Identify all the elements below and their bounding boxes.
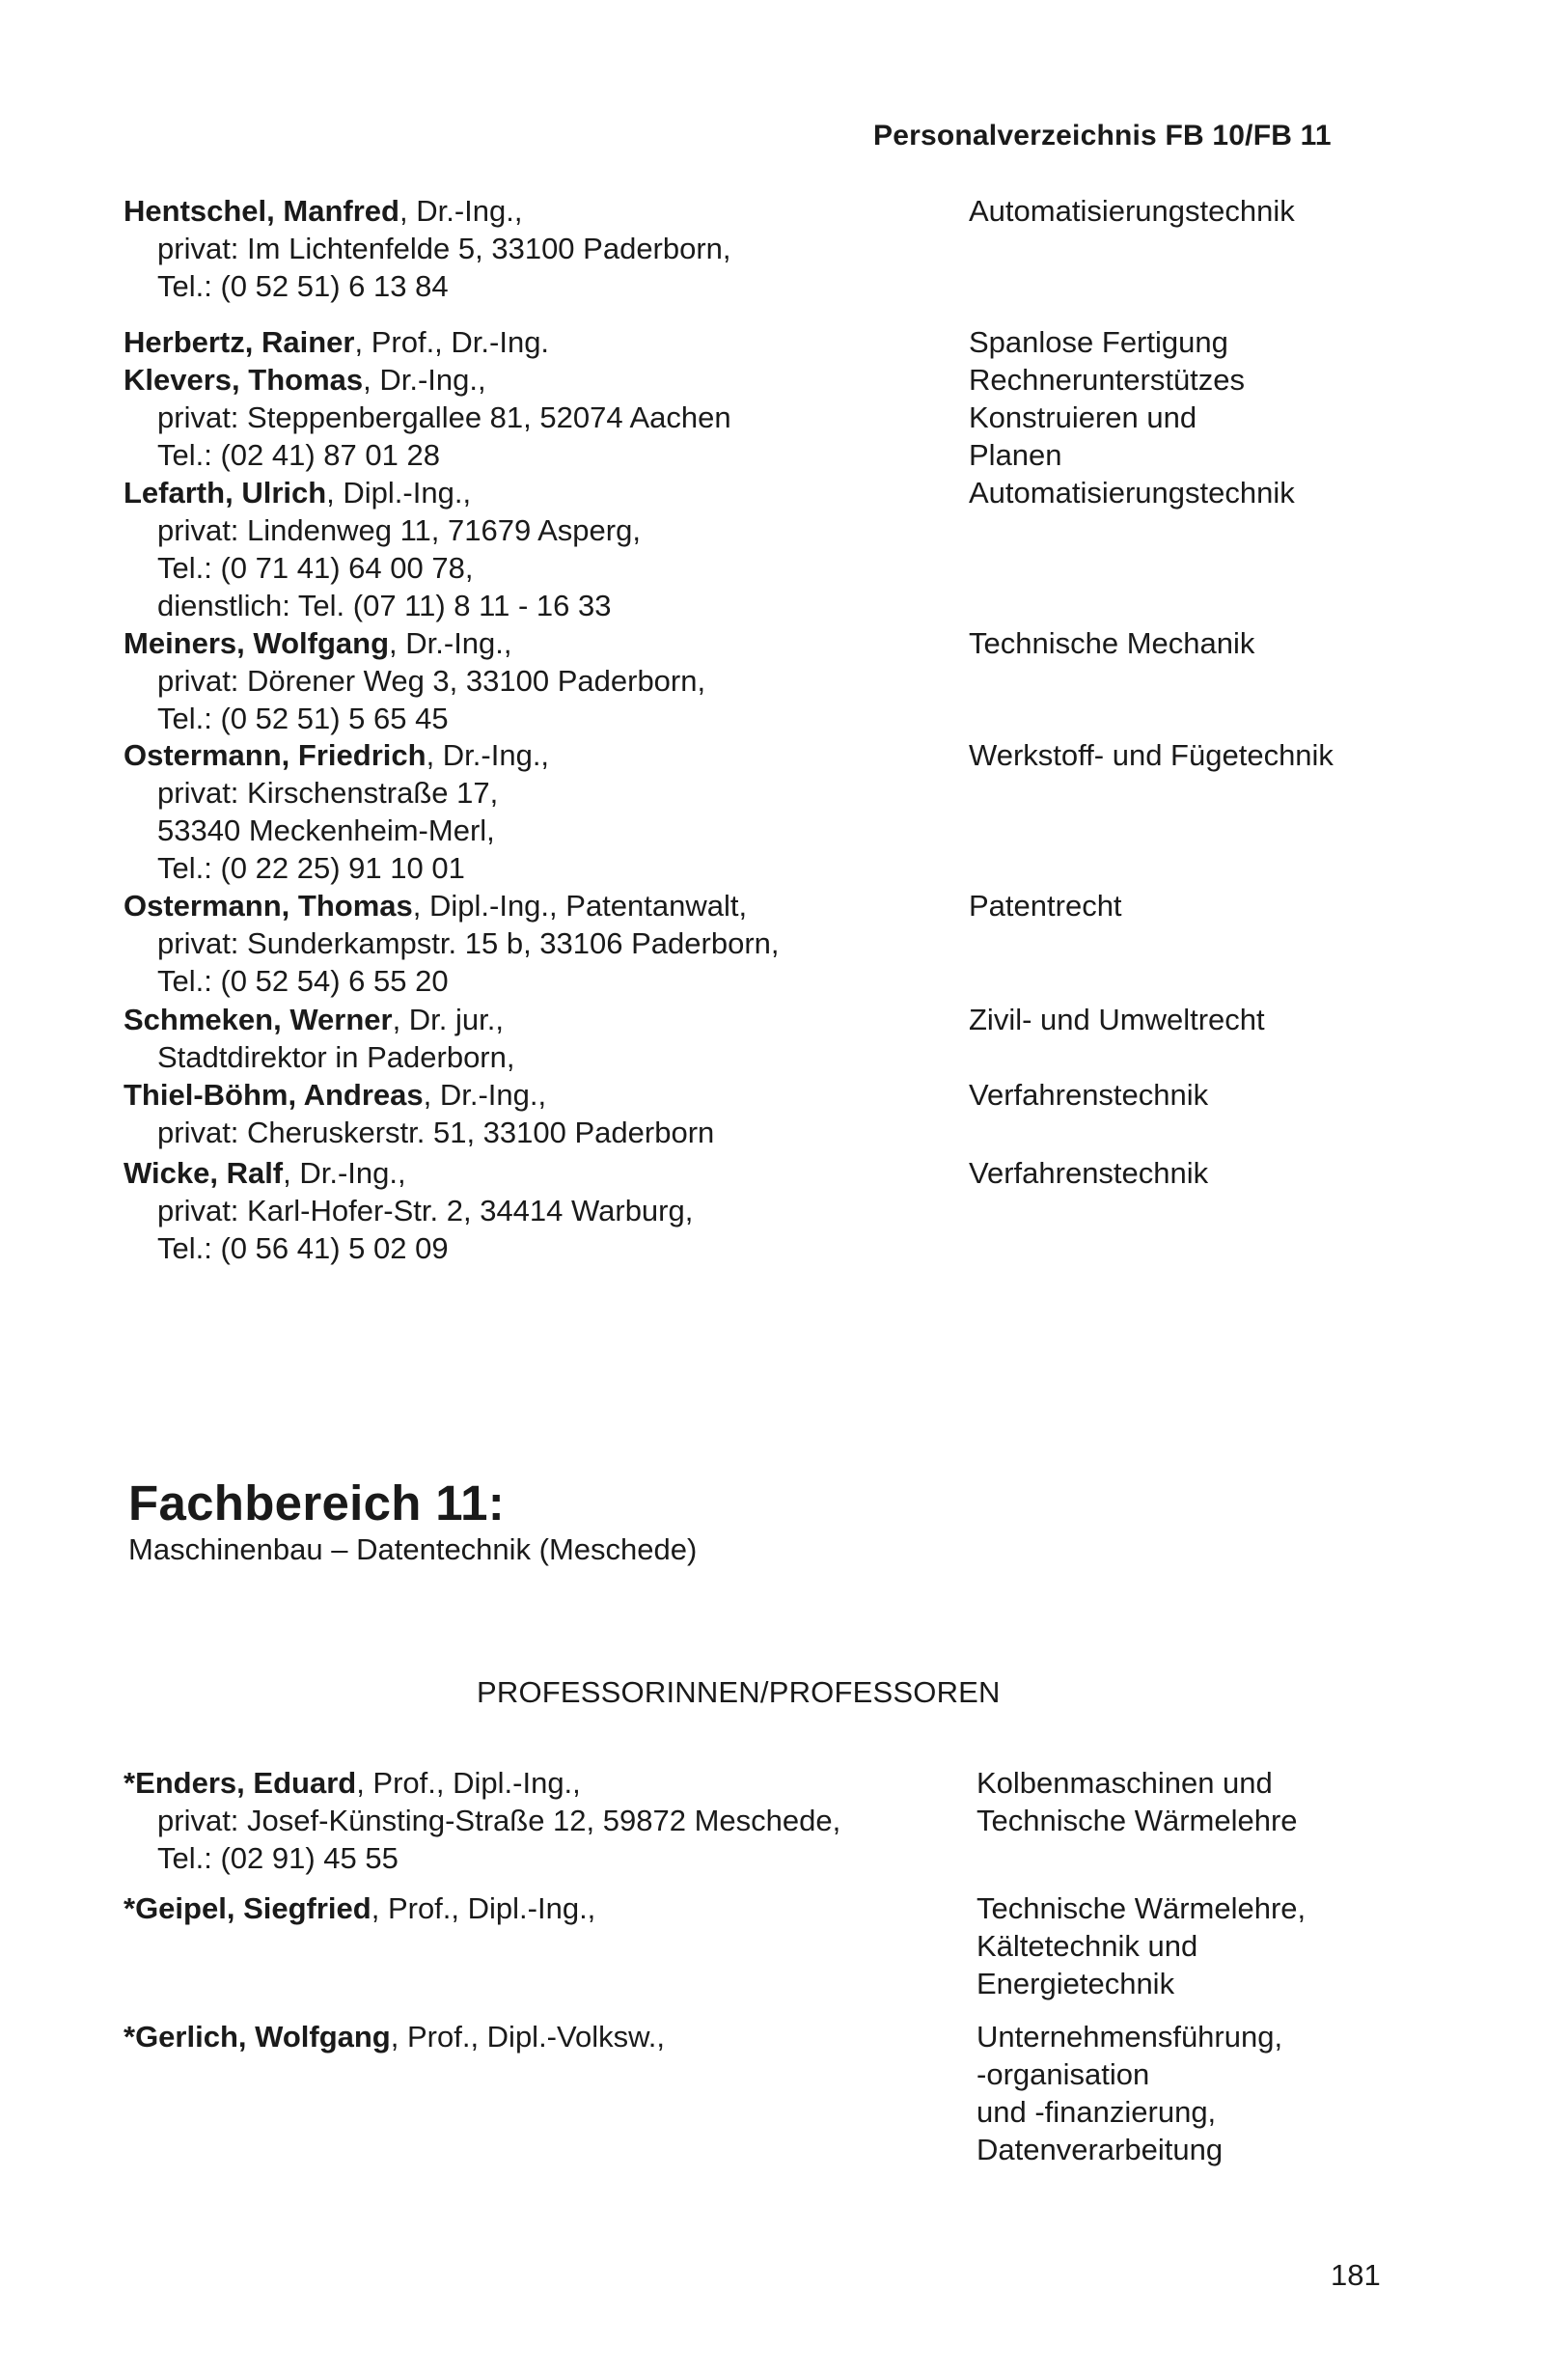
- contact-line: 53340 Meckenheim-Merl,: [157, 813, 495, 847]
- given-name: Wolfgang: [255, 2020, 391, 2054]
- person-name: [124, 192, 953, 230]
- title-suffix: , Dr.-Ing.,: [389, 626, 512, 660]
- subject-line: Verfahrenstechnik: [969, 1078, 1209, 1112]
- subject-line: Rechnerunterstützes: [969, 363, 1246, 397]
- subject-area: [969, 192, 1432, 230]
- person-name: [124, 1001, 953, 1038]
- subject-line: -organisation: [977, 2057, 1150, 2091]
- subject-line: Automatisierungstechnik: [969, 476, 1295, 510]
- contact-line: privat: Dörener Weg 3, 33100 Paderborn,: [157, 664, 706, 698]
- name-separator: ,: [236, 626, 254, 660]
- person-name: [124, 1764, 953, 1802]
- surname: Schmeken: [124, 1003, 274, 1036]
- title-suffix: , Dipl.-Ing., Patentanwalt,: [412, 889, 748, 923]
- person-name: [124, 2018, 953, 2055]
- contact-line: Tel.: (0 71 41) 64 00 78,: [157, 551, 474, 585]
- given-name: Manfred: [283, 194, 399, 228]
- contact-line: privat: Kirschenstraße 17,: [157, 776, 499, 810]
- person-name: [124, 736, 953, 774]
- subject-area: [969, 474, 1432, 511]
- subject-area: [969, 624, 1432, 662]
- person-block: [124, 624, 953, 737]
- subject-line: Spanlose Fertigung: [969, 325, 1228, 359]
- contact-line: Tel.: (0 52 51) 5 65 45: [157, 702, 449, 735]
- name-separator: ,: [288, 1078, 304, 1112]
- name-separator: ,: [244, 325, 261, 359]
- surname: Thiel-Böhm: [124, 1078, 289, 1112]
- surname: Ostermann: [124, 889, 282, 923]
- subject-area: [977, 1889, 1440, 2002]
- subject-line: Patentrecht: [969, 889, 1122, 923]
- subject-area: [969, 887, 1432, 924]
- person-block: [124, 361, 953, 474]
- subject-area: [969, 1001, 1432, 1038]
- name-separator: ,: [225, 476, 242, 510]
- subject-area: [977, 2018, 1440, 2168]
- subject-line: Kolbenmaschinen und: [977, 1766, 1273, 1800]
- given-name: Ulrich: [241, 476, 327, 510]
- subject-line: Verfahrenstechnik: [969, 1156, 1209, 1190]
- contact-line: Tel.: (0 56 41) 5 02 09: [157, 1231, 449, 1265]
- subject-line: Konstruieren und: [969, 400, 1197, 434]
- contact-line: privat: Karl-Hofer-Str. 2, 34414 Warburg,: [157, 1194, 694, 1227]
- given-name: Werner: [289, 1003, 393, 1036]
- subject-line: Technische Wärmelehre,: [977, 1891, 1307, 1925]
- contact-line: privat: Steppenbergallee 81, 52074 Aachen: [157, 400, 731, 434]
- subject-line: Technische Wärmelehre: [977, 1804, 1298, 1837]
- name-separator: ,: [266, 194, 284, 228]
- subject-area: [969, 361, 1432, 474]
- given-name: Friedrich: [297, 738, 426, 772]
- person-name: [124, 1154, 953, 1192]
- title-suffix: , Dr.-Ing.,: [423, 1078, 547, 1112]
- subject-line: Werkstoff- und Fügetechnik: [969, 738, 1334, 772]
- contact-line: Tel.: (02 91) 45 55: [157, 1841, 399, 1875]
- contact-line: privat: Im Lichtenfelde 5, 33100 Paderborn,: [157, 232, 731, 265]
- surname: *Enders: [124, 1766, 237, 1800]
- person-name: [124, 624, 953, 662]
- surname: Meiners: [124, 626, 237, 660]
- contact-line: privat: Sunderkampstr. 15 b, 33106 Paderborn,: [157, 926, 780, 960]
- subject-area: [969, 1076, 1432, 1114]
- person-block: [124, 474, 953, 624]
- subject-line: Unternehmensführung,: [977, 2020, 1283, 2054]
- title-suffix: , Prof., Dr.-Ing.: [354, 325, 550, 359]
- department-title: Fachbereich 11:: [128, 1475, 506, 1530]
- surname: Herbertz: [124, 325, 245, 359]
- subject-area: [977, 1764, 1440, 1839]
- title-suffix: , Prof., Dipl.-Volksw.,: [390, 2020, 666, 2054]
- surname: *Gerlich: [124, 2020, 238, 2054]
- person-name: [124, 474, 953, 511]
- person-block: [124, 2018, 953, 2055]
- name-separator: ,: [226, 1891, 244, 1925]
- name-separator: ,: [281, 889, 298, 923]
- contact-line: privat: Cheruskerstr. 51, 33100 Paderborn: [157, 1116, 715, 1149]
- subject-line: Technische Mechanik: [969, 626, 1255, 660]
- subject-line: und -finanzierung,: [977, 2095, 1217, 2129]
- given-name: Siegfried: [243, 1891, 371, 1925]
- person-name: [124, 323, 953, 361]
- title-suffix: , Dr.-Ing.,: [363, 363, 486, 397]
- person-block: [124, 192, 953, 305]
- title-suffix: , Dr. jur.,: [392, 1003, 504, 1036]
- running-header: Personalverzeichnis FB 10/FB 11: [873, 120, 1332, 152]
- subject-line: Automatisierungstechnik: [969, 194, 1295, 228]
- name-separator: ,: [236, 1766, 254, 1800]
- person-block: [124, 1889, 953, 1927]
- subject-area: [969, 323, 1432, 361]
- page-number: 181: [1331, 2258, 1381, 2292]
- given-name: Thomas: [248, 363, 364, 397]
- given-name: Wolfgang: [253, 626, 390, 660]
- contact-line: Stadtdirektor in Paderborn,: [157, 1040, 515, 1074]
- contact-line: Tel.: (0 52 51) 6 13 84: [157, 269, 449, 303]
- person-name: [124, 361, 953, 399]
- name-separator: ,: [209, 1156, 227, 1190]
- person-block: [124, 736, 953, 887]
- title-suffix: , Dr.-Ing.,: [399, 194, 523, 228]
- person-name: [124, 1076, 953, 1114]
- title-suffix: , Dr.-Ing.,: [426, 738, 550, 772]
- subject-line: Energietechnik: [977, 1967, 1175, 2000]
- name-separator: ,: [273, 1003, 290, 1036]
- person-block: [124, 323, 953, 361]
- person-name: [124, 1889, 953, 1927]
- given-name: Rainer: [261, 325, 355, 359]
- contact-line: Tel.: (0 52 54) 6 55 20: [157, 964, 449, 998]
- surname: Ostermann: [124, 738, 282, 772]
- section-heading: PROFESSORINNEN/PROFESSOREN: [477, 1675, 1001, 1709]
- subject-area: [969, 1154, 1432, 1192]
- subject-area: [969, 736, 1432, 774]
- title-suffix: , Dr.-Ing.,: [283, 1156, 406, 1190]
- subject-line: Kältetechnik und: [977, 1929, 1198, 1963]
- person-name: [124, 887, 953, 924]
- contact-line: privat: Lindenweg 11, 71679 Asperg,: [157, 513, 641, 547]
- name-separator: ,: [232, 363, 249, 397]
- subject-line: Zivil- und Umweltrecht: [969, 1003, 1265, 1036]
- person-block: [124, 887, 953, 1000]
- name-separator: ,: [281, 738, 298, 772]
- given-name: Thomas: [297, 889, 413, 923]
- subject-line: Planen: [969, 438, 1062, 472]
- department-subtitle: Maschinenbau – Datentechnik (Meschede): [128, 1532, 698, 1566]
- title-suffix: , Prof., Dipl.-Ing.,: [356, 1766, 581, 1800]
- contact-line: privat: Josef-Künsting-Straße 12, 59872 Meschede,: [157, 1804, 841, 1837]
- contact-line: dienstlich: Tel. (07 11) 8 11 - 16 33: [157, 589, 612, 622]
- given-name: Eduard: [253, 1766, 357, 1800]
- person-block: [124, 1764, 953, 1877]
- title-suffix: , Dipl.-Ing.,: [326, 476, 472, 510]
- given-name: Andreas: [303, 1078, 424, 1112]
- surname: *Geipel: [124, 1891, 227, 1925]
- person-block: [124, 1001, 953, 1076]
- surname: Lefarth: [124, 476, 226, 510]
- surname: Hentschel: [124, 194, 267, 228]
- title-suffix: , Prof., Dipl.-Ing.,: [371, 1891, 596, 1925]
- name-separator: ,: [237, 2020, 256, 2054]
- contact-line: Tel.: (02 41) 87 01 28: [157, 438, 440, 472]
- surname: Klevers: [124, 363, 233, 397]
- subject-line: Datenverarbeitung: [977, 2133, 1224, 2166]
- contact-line: Tel.: (0 22 25) 91 10 01: [157, 851, 465, 885]
- surname: Wicke: [124, 1156, 210, 1190]
- person-block: [124, 1076, 953, 1151]
- given-name: Ralf: [226, 1156, 284, 1190]
- person-block: [124, 1154, 953, 1267]
